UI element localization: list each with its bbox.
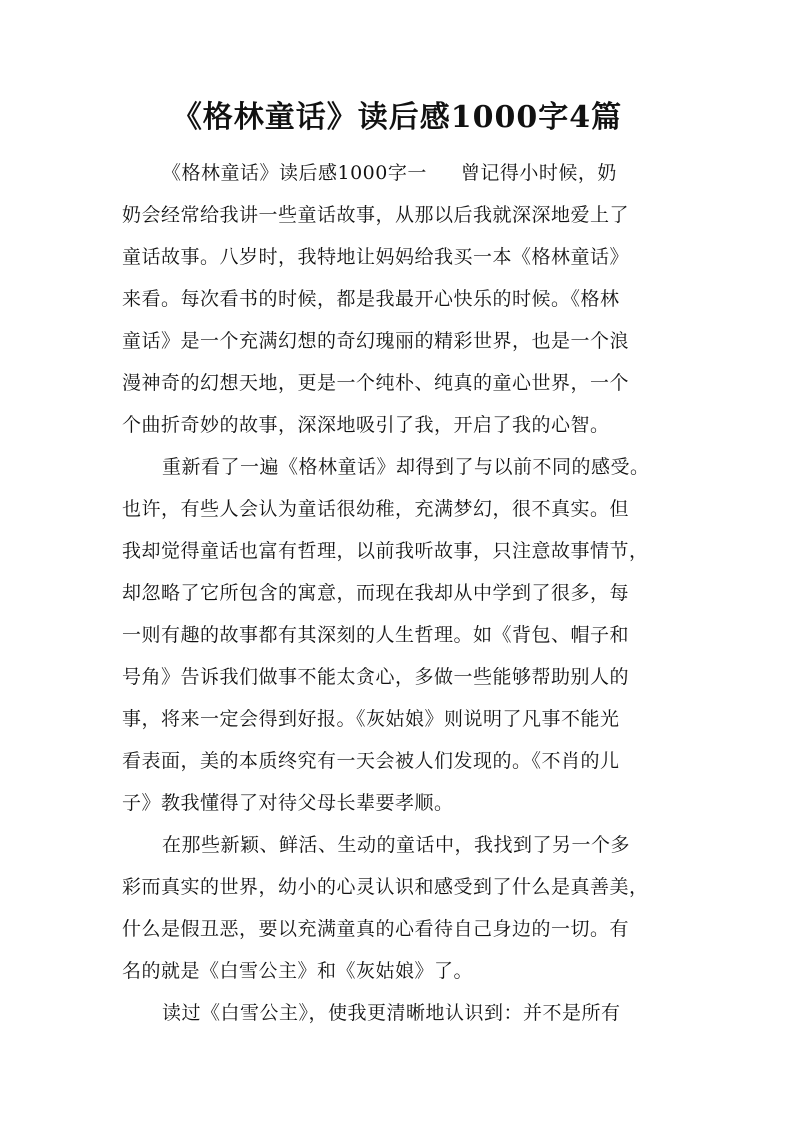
paragraph-line: 奶会经常给我讲一些童话故事，从那以后我就深深地爱上了 [122, 204, 630, 226]
paragraph-line: 漫神奇的幻想天地，更是一个纯朴、纯真的童心世界，一个 [122, 372, 630, 394]
paragraph-line: 子》教我懂得了对待父母长辈要孝顺。 [122, 792, 454, 814]
paragraph-line: 来看。每次看书的时候，都是我最开心快乐的时候。《格林 [122, 288, 620, 310]
paragraph-line: 读过《白雪公主》，使我更清晰地认识到：并不是所有 [162, 1002, 621, 1024]
paragraph-line: 看表面，美的本质终究有一天会被人们发现的。《不肖的儿 [122, 750, 620, 772]
document-title: 《格林童话》读后感1000字4篇 [171, 100, 623, 135]
paragraph-line [122, 152, 687, 194]
paragraph-line: 重新看了一遍《格林童话》却得到了与以前不同的感受。 [162, 456, 650, 478]
paragraph-line: 事，将来一定会得到好报。《灰姑娘》则说明了凡事不能光 [122, 708, 620, 730]
paragraph-line: 个曲折奇妙的故事，深深地吸引了我，开启了我的心智。 [122, 414, 610, 436]
paragraph-text: 曾记得小时候，奶 [460, 162, 617, 184]
paragraph-line: 童话》是一个充满幻想的奇幻瑰丽的精彩世界，也是一个浪 [122, 330, 630, 352]
paragraph-line: 我却觉得童话也富有哲理，以前我听故事，只注意故事情节， [122, 540, 649, 562]
paragraph-line: 一则有趣的故事都有其深刻的人生哲理。如《背包、帽子和 [122, 624, 630, 646]
paragraph-line: 在那些新颖、鲜活、生动的童话中，我找到了另一个多 [162, 834, 631, 856]
section-heading-inline: 《格林童话》读后感1000字一 [162, 162, 427, 184]
paragraph-line: 号角》告诉我们做事不能太贪心，多做一些能够帮助别人的 [122, 666, 630, 688]
paragraph-line: 彩而真实的世界，幼小的心灵认识和感受到了什么是真善美， [122, 876, 649, 898]
paragraph-line: 名的就是《白雪公主》和《灰姑娘》了。 [122, 960, 474, 982]
paragraph-line: 也许，有些人会认为童话很幼稚，充满梦幻，很不真实。但 [122, 498, 630, 520]
document-body [122, 152, 687, 1034]
paragraph-line: 什么是假丑恶，要以充满童真的心看待自己身边的一切。有 [122, 918, 630, 940]
paragraph-line: 却忽略了它所包含的寓意，而现在我却从中学到了很多，每 [122, 582, 630, 604]
paragraph-line: 童话故事。八岁时，我特地让妈妈给我买一本《格林童话》 [122, 246, 630, 268]
